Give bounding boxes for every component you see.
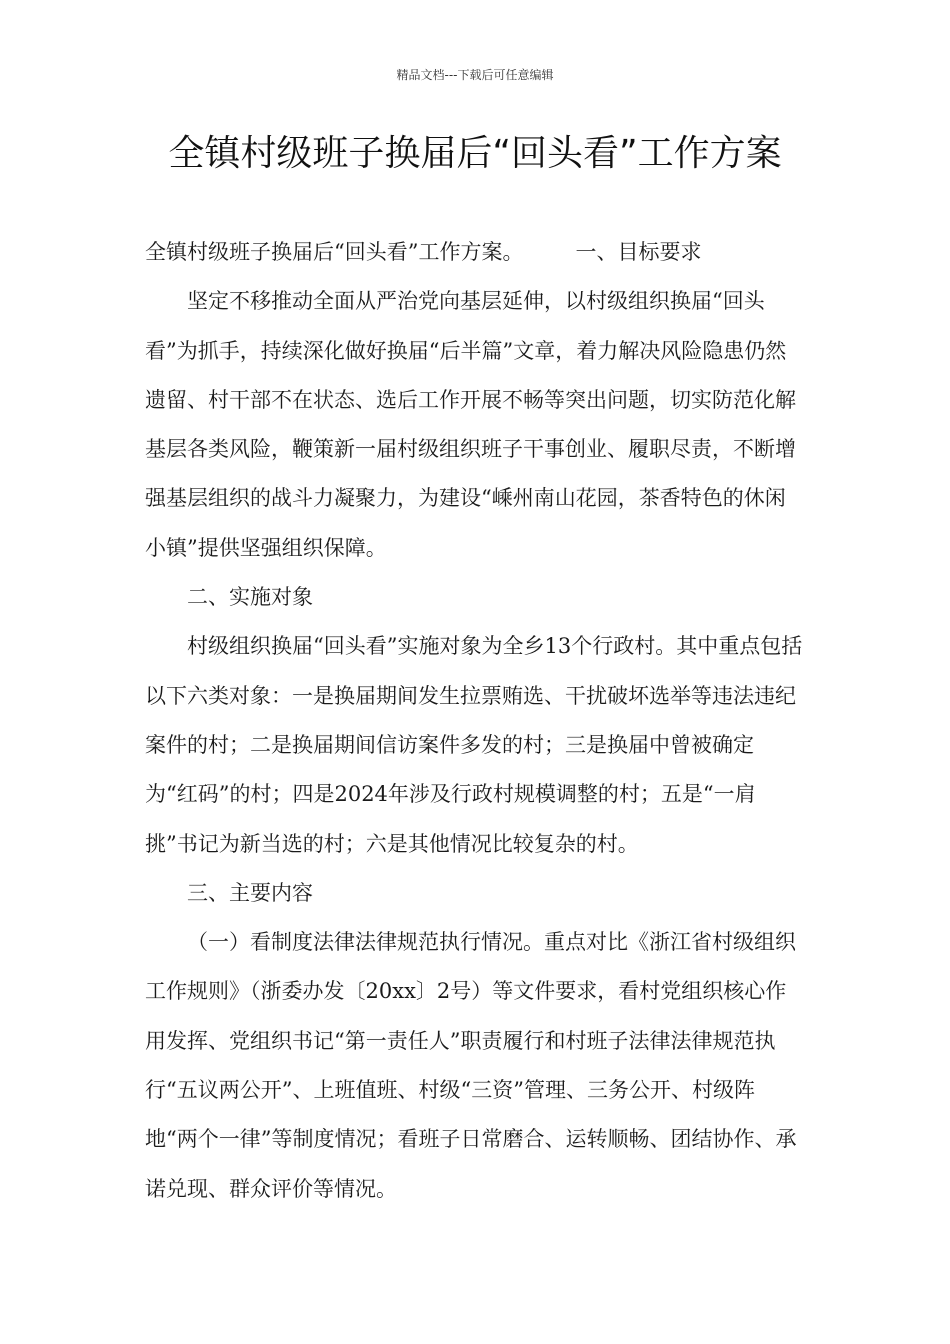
section-2-paragraph: 村级组织换届“回头看”实施对象为全乡13个行政村。其中重点包括以下六类对象：一是换届期间发生拉票贿选、干扰破坏选举等违法违纪案件的村；二是换届期间信访案件多发的村；三是换届中曾被确定为“红码”的村；四是2024年涉及行政村规模调整的村；五是“一肩挑”书记为新当选的村；六是其他情况比较复杂的村。 (145, 634, 803, 856)
lead-line (145, 228, 805, 277)
section-2-heading: 二、实施对象 (187, 585, 313, 610)
section-3-heading: 三、主要内容 (187, 880, 313, 905)
document-title: 全镇村级班子换届后“回头看”工作方案 (168, 133, 782, 174)
document-body (145, 228, 805, 1214)
section-1-paragraph: 坚定不移推动全面从严治党向基层延伸，以村级组织换届“回头看”为抓手，持续深化做好换届“后半篇”文章，着力解决风险隐患仍然遗留、村干部不在状态、选后工作开展不畅等突出问题，切实防范化解基层各类风险，鞭策新一届村级组织班子干事创业、履职尽责，不断增强基层组织的战斗力凝聚力，为建设“嵊州南山花园，茶香特色的休闲小镇”提供坚强组织保障。 (145, 289, 796, 560)
header-note: 精品文档---下载后可任意编辑 (396, 68, 554, 82)
section-3-paragraph-1: （一）看制度法律法律规范执行情况。重点对比《浙江省村级组织工作规则》（浙委办发〔20xx〕2号）等文件要求，看村党组织核心作用发挥、党组织书记“第一责任人”职责履行和村班子法律法律规范执行“五议两公开”、上班值班、村级“三资”管理、三务公开、村级阵地“两个一律”等制度情况；看班子日常磨合、运转顺畅、团结协作、承诺兑现、群众评价等情况。 (145, 930, 797, 1201)
lead-text: 全镇村级班子换届后“回头看”工作方案。 (145, 240, 524, 264)
section-1-heading: 一、目标要求 (575, 240, 702, 264)
